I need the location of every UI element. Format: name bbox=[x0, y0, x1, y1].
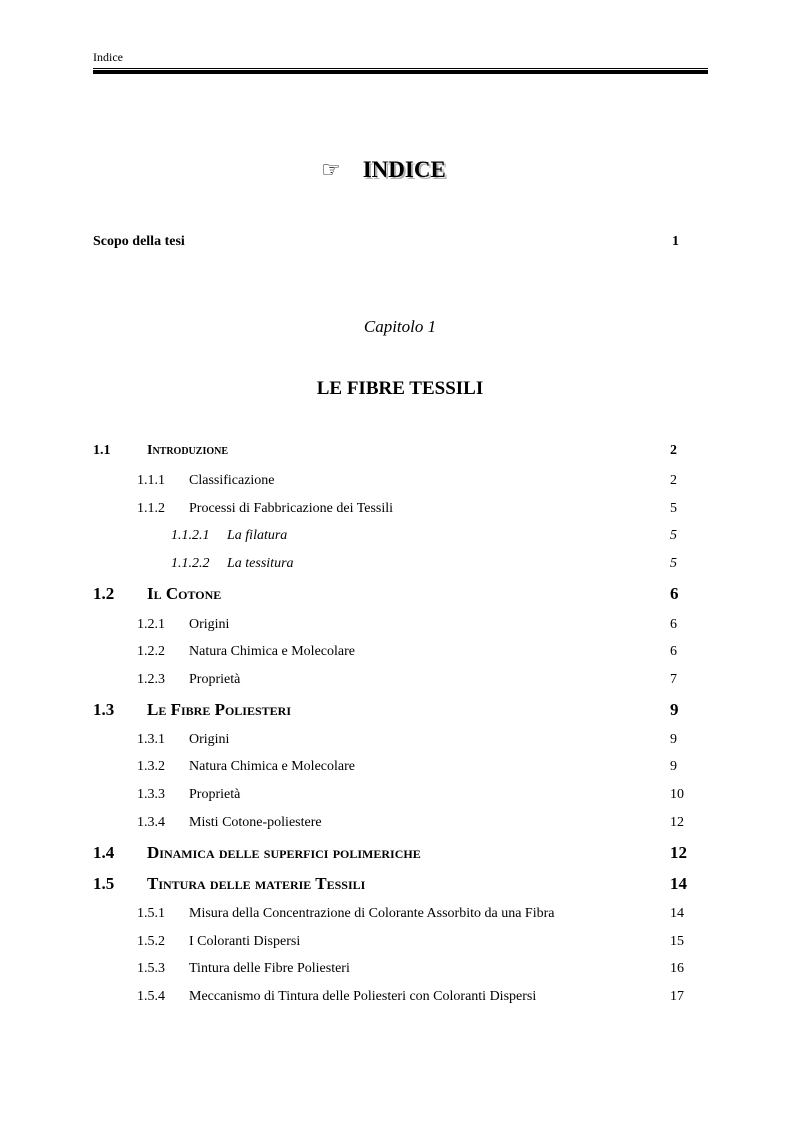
toc-number: 1.2 bbox=[93, 584, 115, 603]
toc-title: Origini bbox=[189, 617, 230, 632]
pointing-hand-icon: ☞ bbox=[321, 157, 341, 182]
chapter-kicker: Capitolo 1 bbox=[363, 317, 437, 336]
toc-row[interactable] bbox=[0, 729, 794, 751]
toc-title: Proprietà bbox=[189, 672, 241, 687]
chapter-title: LE FIBRE TESSILI bbox=[316, 378, 484, 399]
toc-page: 2 bbox=[670, 473, 677, 488]
toc-row[interactable] bbox=[0, 958, 794, 980]
toc-title: Natura Chimica e Molecolare bbox=[189, 644, 355, 659]
toc-row[interactable] bbox=[0, 583, 794, 605]
toc-page: 10 bbox=[670, 787, 684, 802]
toc-row[interactable] bbox=[0, 699, 794, 721]
toc-title: Dinamica delle superfici polimeriche bbox=[147, 843, 421, 862]
toc-row[interactable] bbox=[0, 986, 794, 1008]
toc-number: 1.1.1 bbox=[137, 473, 165, 488]
toc-page: 9 bbox=[670, 759, 677, 774]
toc-row[interactable] bbox=[0, 470, 794, 492]
toc-number: 1.2.2 bbox=[137, 644, 165, 659]
toc-number: 1.3.2 bbox=[137, 759, 165, 774]
toc-number: 1.4 bbox=[93, 843, 115, 862]
toc-title: Misti Cotone-poliestere bbox=[189, 815, 322, 830]
toc-row[interactable] bbox=[0, 525, 794, 547]
header-rule-thick bbox=[93, 70, 708, 74]
toc-title: Tintura delle materie Tessili bbox=[147, 874, 366, 893]
toc-title: Meccanismo di Tintura delle Poliesteri con Coloranti Dispersi bbox=[189, 989, 537, 1004]
toc-number: 1.5.4 bbox=[137, 989, 165, 1004]
toc-row[interactable] bbox=[0, 641, 794, 663]
toc-title: Il Cotone bbox=[147, 584, 222, 603]
toc-page: 14 bbox=[670, 874, 687, 893]
toc-page: 12 bbox=[670, 815, 684, 830]
toc-page: 15 bbox=[670, 934, 684, 949]
toc-row[interactable] bbox=[0, 784, 794, 806]
toc-title: Classificazione bbox=[189, 473, 275, 488]
toc-title: Introduzione bbox=[147, 443, 229, 458]
toc-page: 5 bbox=[670, 556, 677, 571]
toc-number: 1.5.3 bbox=[137, 961, 165, 976]
index-title bbox=[321, 155, 446, 185]
toc-entry-purpose[interactable]: Scopo della tesi bbox=[93, 234, 185, 249]
toc-title: La tessitura bbox=[227, 556, 294, 571]
toc-number: 1.5 bbox=[93, 874, 115, 893]
index-title-text: INDICE bbox=[362, 157, 446, 182]
toc-row[interactable] bbox=[0, 614, 794, 636]
toc-title: Le Fibre Poliesteri bbox=[147, 700, 291, 719]
toc-page: 5 bbox=[670, 528, 677, 543]
toc-number: 1.3 bbox=[93, 700, 115, 719]
toc-page: 7 bbox=[670, 672, 677, 687]
toc-number: 1.3.1 bbox=[137, 732, 165, 747]
toc-page: 9 bbox=[670, 732, 677, 747]
toc-row[interactable] bbox=[0, 756, 794, 778]
toc-row[interactable] bbox=[0, 812, 794, 834]
toc-title: Proprietà bbox=[189, 787, 241, 802]
toc-row[interactable] bbox=[0, 553, 794, 575]
toc-page: 9 bbox=[670, 700, 679, 719]
toc-page: 5 bbox=[670, 501, 677, 516]
toc-row[interactable] bbox=[0, 498, 794, 520]
toc-number: 1.3.3 bbox=[137, 787, 165, 802]
toc-number: 1.1 bbox=[93, 443, 111, 458]
toc-page: 17 bbox=[670, 989, 684, 1004]
header-rule-thin bbox=[93, 68, 708, 69]
toc-row[interactable] bbox=[0, 842, 794, 864]
running-header: Indice bbox=[93, 50, 123, 64]
toc-number: 1.3.4 bbox=[137, 815, 165, 830]
toc-entry-purpose-page: 1 bbox=[672, 234, 679, 249]
toc-title: I Coloranti Dispersi bbox=[189, 934, 301, 949]
toc-page: 6 bbox=[670, 644, 677, 659]
toc-number: 1.2.3 bbox=[137, 672, 165, 687]
toc-title: Processi di Fabbricazione dei Tessili bbox=[189, 501, 394, 516]
toc-row[interactable] bbox=[0, 440, 794, 462]
toc-page: 2 bbox=[670, 443, 677, 458]
toc-row[interactable] bbox=[0, 669, 794, 691]
toc-page: 12 bbox=[670, 843, 687, 862]
toc-title: Misura della Concentrazione di Colorante Assorbito da una Fibra bbox=[189, 906, 555, 921]
toc-title: Tintura delle Fibre Poliesteri bbox=[189, 961, 350, 976]
toc-number: 1.5.2 bbox=[137, 934, 165, 949]
toc-page: 16 bbox=[670, 961, 684, 976]
toc-title: La filatura bbox=[227, 528, 288, 543]
toc-page: 14 bbox=[670, 906, 684, 921]
toc-number: 1.1.2.1 bbox=[171, 528, 210, 543]
toc-number: 1.5.1 bbox=[137, 906, 165, 921]
toc-row[interactable] bbox=[0, 873, 794, 895]
toc-title: Origini bbox=[189, 732, 230, 747]
toc-page: 6 bbox=[670, 617, 677, 632]
toc-title: Natura Chimica e Molecolare bbox=[189, 759, 355, 774]
toc-row[interactable] bbox=[0, 931, 794, 953]
toc-number: 1.1.2.2 bbox=[171, 556, 210, 571]
toc-number: 1.1.2 bbox=[137, 501, 165, 516]
toc-row[interactable] bbox=[0, 903, 794, 925]
toc-page: 6 bbox=[670, 584, 679, 603]
toc-number: 1.2.1 bbox=[137, 617, 165, 632]
